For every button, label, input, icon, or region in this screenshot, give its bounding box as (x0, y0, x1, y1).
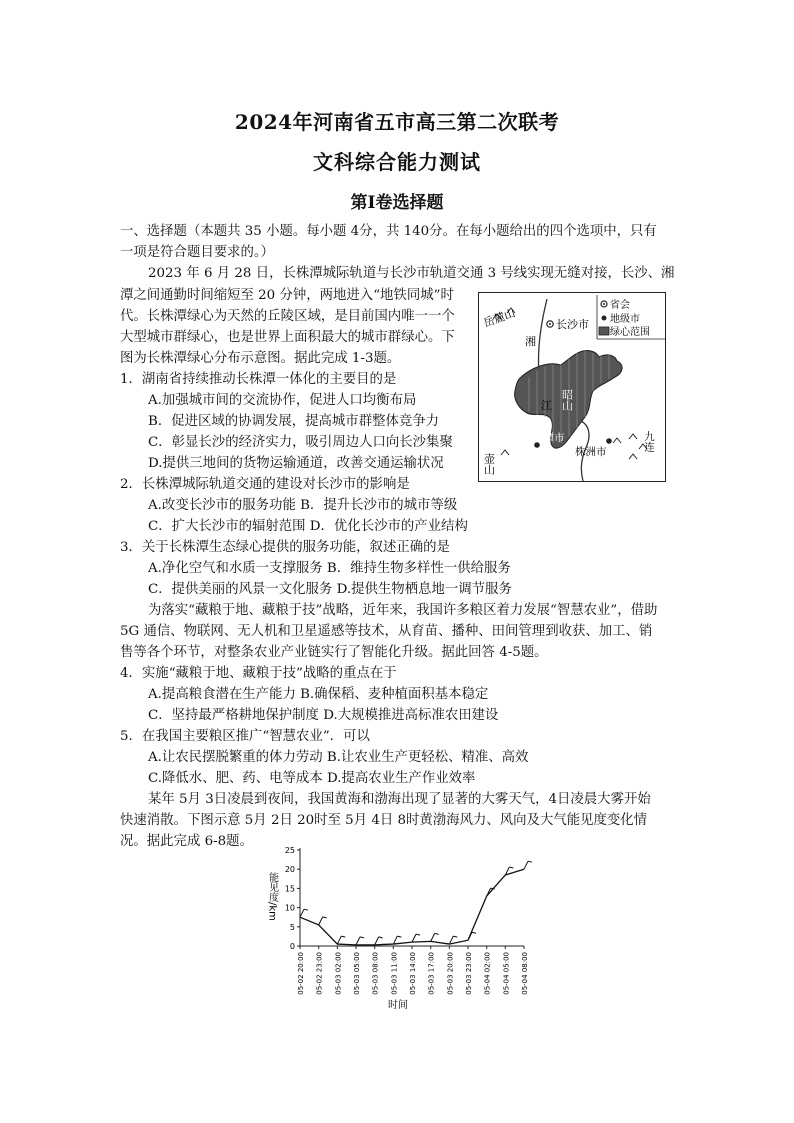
label-xiang-river: 湘 (525, 335, 536, 348)
wind-barb (375, 937, 379, 945)
question-option: C．坚持最严格耕地保护制度 D.大规模推进高标准农田建设 (148, 708, 499, 723)
passage-line: 况。据此完成 6-8题。 (120, 834, 253, 849)
x-tick-label: 05-03 11:00 (390, 952, 399, 995)
wind-barb (524, 861, 528, 869)
y-tick-label: 20 (284, 865, 295, 875)
label-hushan: 壶山 (482, 453, 496, 475)
label-xiangtan: 湘潭市 (533, 432, 565, 444)
map-legend (599, 298, 650, 338)
legend-label-capital: 省会 (610, 300, 630, 311)
wind-barb-flag (472, 932, 476, 933)
wind-barb-flag (528, 861, 532, 862)
question-option: C．提供美丽的风景一文化服务 D.提供生物栖息地一调节服务 (148, 582, 512, 597)
question-option: A.改变长沙市的服务功能 B．提升长沙市的城市等级 (148, 498, 458, 513)
x-tick-label: 05-03 08:00 (371, 952, 380, 995)
instruction-line: 一项是符合题目要求的。） (120, 245, 274, 260)
passage-line: 5G 通信、物联网、无人机和卫星遥感等技术，从育苗、播种、田间管理到收获、加工、销 (120, 624, 653, 639)
y-tick-label: 5 (289, 922, 295, 932)
wind-barb-flag (509, 867, 513, 868)
x-tick-label: 05-02 23:00 (315, 952, 324, 995)
wind-barb (300, 909, 304, 917)
y-tick-label: 0 (289, 942, 295, 951)
x-tick-label: 05-03 02:00 (334, 952, 343, 995)
wind-barb (319, 917, 323, 925)
question-stem: 3．关于长株潭生态绿心提供的服务功能，叙述正确的是 (120, 540, 450, 555)
x-tick-label: 05-03 14:00 (409, 952, 417, 995)
question-stem: 5．在我国主要粮区推广“智慧农业”．可以 (120, 729, 370, 744)
greenbelt-symbol-icon (599, 327, 609, 335)
x-tick-label: 05-04 05:00 (502, 952, 511, 995)
wind-barb-flag (435, 933, 439, 934)
passage-line: 为落实“藏粮于地、藏粮于技”战略，近年来，我国许多粮区着力发展“智慧农业”，借助 (148, 603, 658, 618)
x-tick-label: 05-04 02:00 (483, 952, 492, 995)
label-jiang: 江 (541, 399, 552, 412)
zhuzhou-marker-icon (606, 438, 612, 444)
question-option: A.净化空气和水质一支撑服务 B．维持生物多样性一供给服务 (148, 561, 511, 576)
question-option: A.让农民摆脱繁重的体力劳动 B.让农业生产更轻松、精准、高效 (148, 750, 529, 765)
wind-barb-flag (379, 937, 383, 938)
wind-barb-flag (341, 936, 345, 937)
wind-barb-flag (360, 937, 364, 938)
legend-label-city: 地级市 (610, 314, 640, 325)
y-tick-label: 15 (284, 884, 295, 894)
visibility-line (300, 869, 524, 945)
passage-line: 大型城市群绿心，也是世界上面积最大的城市群绿心。下 (120, 330, 455, 345)
y-axis-label: 能见度/km (266, 872, 278, 921)
wind-barb (468, 932, 472, 940)
section-title: 第I卷选择题 (350, 193, 444, 213)
wind-barb-flag (416, 934, 420, 935)
question-option: B．促进区域的协调发展，提高城市群整体竞争力 (148, 414, 440, 429)
question-option: A.加强城市间的交流协作，促进人口均衡布局 (148, 393, 417, 408)
label-zhuzhou: 株洲市 (575, 446, 607, 458)
y-tick-label: 10 (284, 903, 295, 913)
passage-line: 2023 年 6 月 28 日，长株潭城际轨道与长沙市轨道交通 3 号线实现无缝对接，长沙、湘 (148, 266, 675, 281)
wind-barb-flag (453, 936, 457, 937)
label-jiulian: 九连 (643, 431, 655, 452)
wind-barb-flag (323, 917, 327, 918)
city-symbol-icon (602, 316, 607, 321)
x-tick-label: 05-03 17:00 (427, 952, 436, 995)
passage-line: 潭之间通勤时间缩短至 20 分钟，两地进入“地铁同城”时 (120, 288, 454, 303)
question-stem: 4．实施“藏粮于地、藏粮于技”战略的重点在于 (120, 666, 397, 681)
exam-title: 2024年河南省五市高三第二次联考 (234, 110, 560, 134)
label-changsha: 长沙市 (556, 318, 589, 331)
question-option: C.降低水、肥、药、电等成本 D.提高农业生产作业效率 (148, 771, 476, 786)
passage-line: 图为长株潭绿心分布示意图。据此完成 1-3题。 (120, 351, 401, 366)
x-tick-label: 05-03 23:00 (465, 952, 473, 995)
greenbelt-map (478, 292, 666, 482)
question-option: C．扩大长沙市的辐射范围 D．优化长沙市的产业结构 (148, 519, 468, 534)
x-tick-label: 05-04 08:00 (521, 952, 529, 995)
wind-barb-flag (397, 936, 401, 937)
passage-line: 某年 5月 3日凌晨到夜间，我国黄海和渤海出现了显著的大雾天气，4日凌晨大雾开始 (148, 792, 651, 807)
wind-barb (412, 934, 416, 942)
question-stem: 2．长株潭城际轨道交通的建设对长沙市的影响是 (120, 477, 410, 492)
passage-line: 代。长株潭绿心为天然的丘陵区域，是目前国内唯一一个 (120, 309, 455, 324)
legend-label-greenbelt: 绿心范围 (610, 327, 650, 338)
exam-subtitle: 文科综合能力测试 (313, 150, 481, 174)
wind-barb (431, 933, 435, 941)
wind-barb-flag (304, 909, 308, 910)
x-tick-label: 05-03 05:00 (353, 952, 361, 995)
visibility-chart (262, 842, 532, 1012)
passage-line: 快速消散。下图示意 5月 2日 20时至 5月 4日 8时黄渤海风力、风向及大气能见度变化情 (120, 813, 648, 828)
wind-barb (393, 936, 397, 944)
question-stem: 1．湖南省持续推动长株潭一体化的主要目的是 (120, 372, 397, 387)
x-tick-label: 05-03 20:00 (446, 952, 455, 995)
wind-barb (337, 936, 341, 944)
visibility-chart-svg (262, 842, 532, 1012)
question-option: D.提供三地间的货物运输通道，改善交通运输状况 (148, 456, 444, 471)
passage-line: 售等各个环节，对整条农业产业链实行了智能化升级。据此回答 4-5题。 (120, 645, 548, 660)
question-option: C．彰显长沙的经济实力，吸引周边人口向长沙集聚 (148, 435, 453, 450)
x-axis-label: 时间 (388, 1000, 408, 1011)
y-tick-label: 25 (284, 846, 295, 855)
instruction-line: 一、选择题（本题共 35 小题。每小题 4分，共 140分。在每小题给出的四个选项中，只有 (120, 224, 657, 239)
label-zhaoshan: 昭山 (560, 389, 574, 411)
wind-barb (356, 937, 360, 945)
label-yuelu-mountain: 岳麓山 (481, 306, 518, 330)
question-option: A.提高粮食潜在生产能力 B.确保稻、麦种植面积基本稳定 (148, 687, 489, 702)
greenbelt-map-svg (479, 293, 665, 481)
x-tick-label: 05-02 20:00 (297, 952, 305, 995)
